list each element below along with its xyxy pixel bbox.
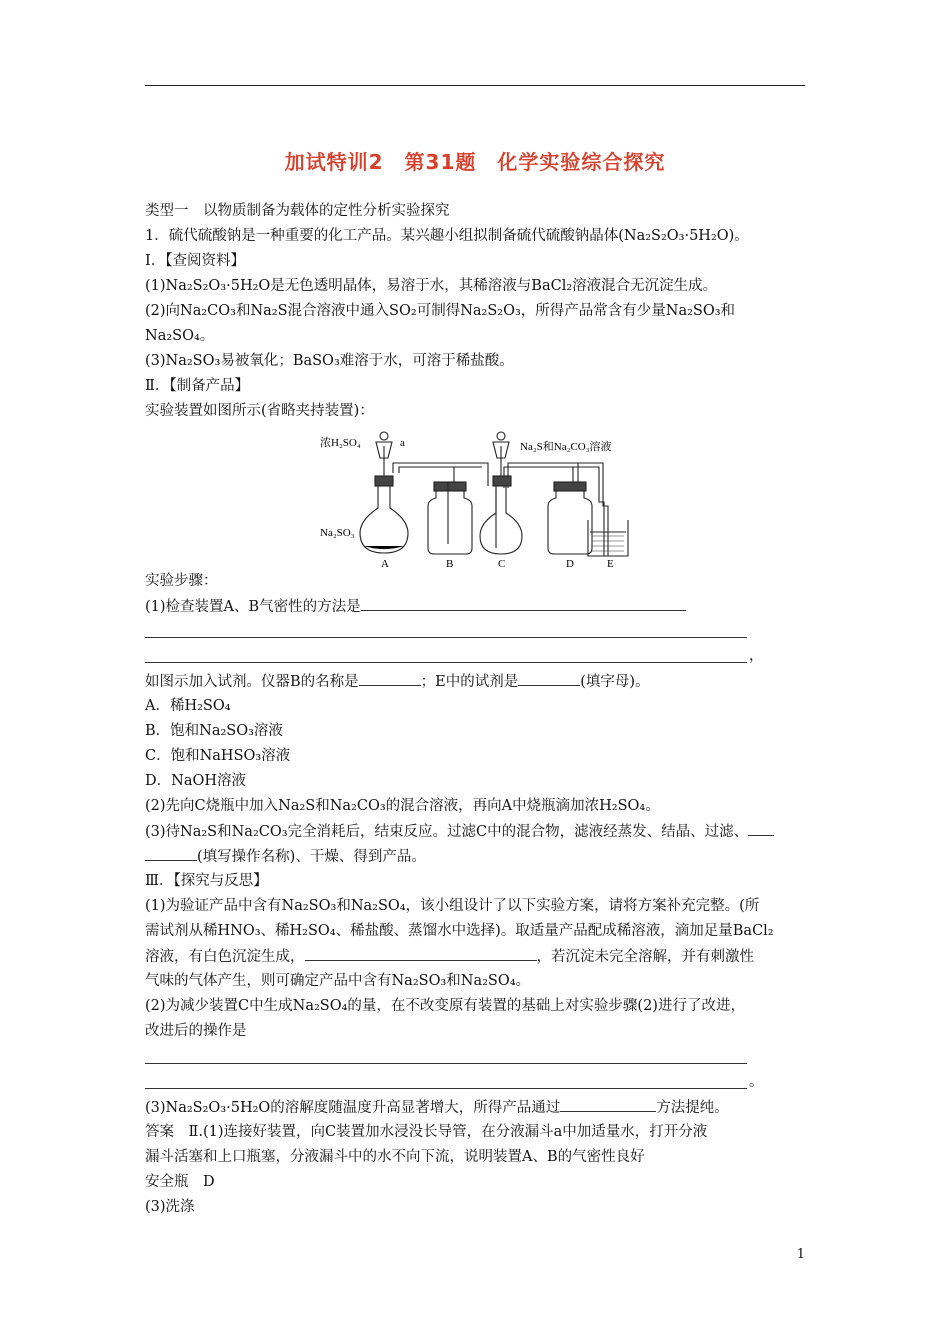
reference-item-2-cont: Na₂SO₄。 [145, 328, 215, 344]
figure-label-A: A [381, 558, 389, 568]
figure-label-a: a [400, 437, 405, 449]
apparatus-note: 实验装置如图所示(省略夹持装置)： [145, 403, 374, 419]
section-heading-reference: Ⅰ．【查阅资料】 [145, 253, 245, 269]
answer-blank-line[interactable] [145, 637, 747, 638]
reference-item-1: (1)Na₂S₂O₃·5H₂O是无色透明晶体，易溶于水，其稀溶液与BaCl₂溶液混合无沉淀生成。 [145, 278, 718, 294]
answer-blank-inquiry-1[interactable] [305, 946, 537, 961]
inquiry-1-line-3 [145, 946, 754, 967]
figure-label-conc-acid: 浓H₂SO₄ [320, 437, 361, 449]
inquiry-2: (2)为减少装置C中生成Na₂SO₄的量，在不改变原有装置的基础上对实验步骤(2)进行了改进， [145, 998, 745, 1014]
answer-blank-line[interactable] [145, 1063, 747, 1064]
inquiry-1-line-2: 需试剂从稀HNO₃、稀H₂SO₄、稀盐酸、蒸馏水中选择)。取适量产品配成稀溶液，滴加足量BaCl₂ [145, 923, 774, 939]
figure-label-C: C [498, 558, 506, 568]
step-3 [145, 821, 774, 842]
step-1 [145, 596, 686, 617]
answer-blank-reagent-e[interactable] [518, 671, 580, 686]
option-d: D．NaOH溶液 [145, 773, 246, 789]
answer-blank-operation[interactable] [748, 821, 774, 836]
option-a: A．稀H₂SO₄ [145, 698, 231, 714]
period: 。 [749, 1074, 764, 1090]
step-3-text: (3)待Na₂S和Na₂CO₃完全消耗后，结束反应。过滤C中的混合物，滤液经蒸发、结晶、过滤、 [145, 824, 749, 840]
step-2: (2)先向C烧瓶中加入Na₂S和Na₂CO₃的混合溶液，再向A中烧瓶滴加浓H₂SO₄。 [145, 798, 660, 814]
section-heading-inquiry: Ⅲ．【探究与反思】 [145, 873, 268, 889]
answer-blank-operation-cont[interactable] [145, 846, 197, 861]
step-3-continued [145, 846, 426, 867]
inquiry-3-post: 方法提纯。 [656, 1100, 729, 1116]
option-c: C．饱和NaHSO₃溶液 [145, 748, 291, 764]
comma: ， [749, 648, 764, 664]
answer-blank-instrument-b[interactable] [359, 671, 421, 686]
answer-blank-airtightness[interactable] [361, 596, 686, 611]
step-3-cont-text: (填写操作名称)、干燥、得到产品。 [197, 849, 426, 865]
page-title: 加试特训2 第31题 化学实验综合探究 [284, 150, 666, 174]
step-1-cont-text: 如图示加入试剂。仪器B的名称是 [145, 674, 359, 690]
answer-line-3: 安全瓶 D [145, 1174, 215, 1190]
inquiry-3-pre: (3)Na₂S₂O₃·5H₂O的溶解度随温度升高显著增大，所得产品通过 [145, 1100, 561, 1116]
steps-title: 实验步骤： [145, 573, 218, 589]
answer-line-1: 答案 Ⅱ.(1)连接好装置，向C装置加水浸没长导管，在分液漏斗a中加适量水，打开分液 [145, 1124, 708, 1140]
figure-label-solution: Na₂S和Na₂CO₃溶液 [520, 441, 612, 453]
question-intro: 1．硫代硫酸钠是一种重要的化工产品。某兴趣小组拟制备硫代硫酸钠晶体(Na₂S₂O₃·5H₂O)。 [145, 228, 749, 244]
inquiry-1-pre: 溶液，有白色沉淀生成， [145, 949, 305, 965]
step-1-continued [145, 671, 650, 692]
answer-line-4: (3)洗涤 [145, 1199, 195, 1215]
reference-item-2: (2)向Na₂CO₃和Na₂S混合溶液中通入SO₂可制得Na₂S₂O₃，所得产品常含有少量Na₂SO₃和 [145, 303, 736, 319]
reference-item-3: (3)Na₂SO₃易被氧化；BaSO₃难溶于水，可溶于稀盐酸。 [145, 353, 514, 369]
inquiry-3 [145, 1097, 729, 1118]
type-heading: 类型一 以物质制备为载体的定性分析实验探究 [145, 203, 450, 219]
answer-blank-purification[interactable] [560, 1097, 656, 1112]
answer-blank-line[interactable] [145, 1088, 747, 1089]
step-1-end-text: (填字母)。 [580, 674, 650, 690]
figure-label-na2so3: Na₂SO₃ [320, 527, 355, 539]
step-1-mid-text: ；E中的试剂是 [420, 674, 519, 690]
inquiry-1-post: ，若沉淀未完全溶解，并有刺激性 [536, 949, 754, 965]
inquiry-1-line-4: 气味的气体产生，则可确定产品中含有Na₂SO₃和Na₂SO₄。 [145, 973, 531, 989]
figure-label-D: D [566, 558, 574, 568]
figure-label-B: B [446, 558, 454, 568]
figure-label-E: E [607, 558, 614, 568]
inquiry-1: (1)为验证产品中含有Na₂SO₃和Na₂SO₄，该小组设计了以下实验方案，请将方案补充完整。(所 [145, 898, 760, 914]
step-1-text: (1)检查装置A、B气密性的方法是 [145, 599, 361, 615]
section-heading-preparation: Ⅱ．【制备产品】 [145, 378, 250, 394]
option-b: B．饱和Na₂SO₃溶液 [145, 723, 283, 739]
inquiry-2-line-2: 改进后的操作是 [145, 1023, 247, 1039]
page-number: 1 [796, 1247, 805, 1262]
apparatus-diagram [318, 428, 638, 568]
answer-blank-line[interactable] [145, 662, 747, 663]
header-rule [145, 85, 805, 86]
answer-line-2: 漏斗活塞和上口瓶塞，分液漏斗中的水不向下流，说明装置A、B的气密性良好 [145, 1149, 645, 1165]
